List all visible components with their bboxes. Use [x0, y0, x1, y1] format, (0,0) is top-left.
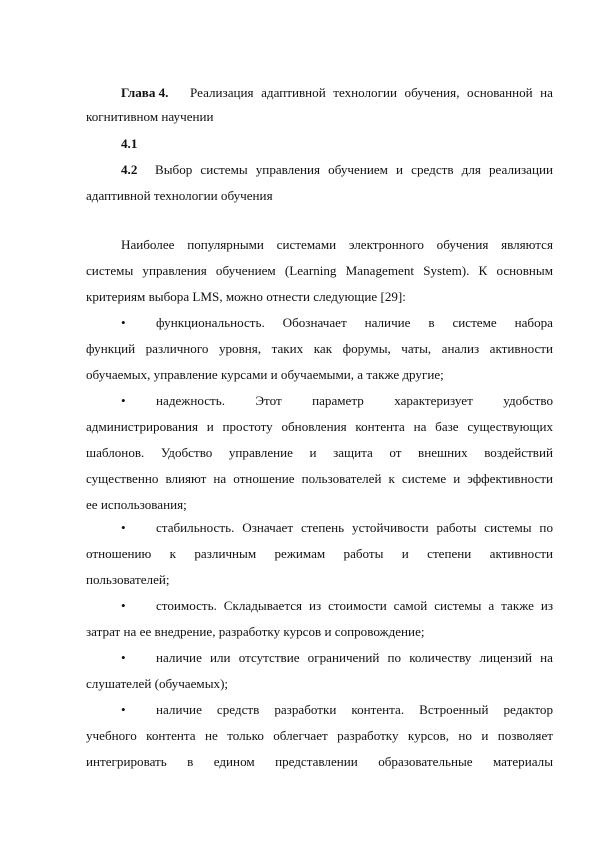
bullet-3-line-3: пользователей;: [86, 572, 170, 587]
section-4-2-title-line-2: адаптивной технологии обучения: [86, 188, 273, 203]
chapter-number: Глава 4.: [121, 85, 169, 100]
bullet-2-line-5: ее использования;: [86, 497, 187, 512]
bullet-2-line-2: администрирования и простоту обновления контента на базе существующих: [86, 419, 553, 434]
bullet-marker: •: [121, 520, 126, 535]
bullet-marker: •: [121, 393, 126, 408]
section-4-2-number: 4.2: [121, 162, 138, 177]
bullet-3-line-1: стабильность. Означает степень устойчивости работы системы по: [156, 520, 553, 535]
bullet-5-line-1: наличие или отсутствие ограничений по количеству лицензий на: [156, 650, 553, 665]
bullet-2-line-1: надежность. Этот параметр характеризует удобство: [156, 393, 553, 408]
bullet-marker: •: [121, 650, 126, 665]
intro-line-1: Наиболее популярными системами электронного обучения являются: [121, 237, 553, 252]
bullet-1-line-3: обучаемых, управление курсами и обучаемыми, а также другие;: [86, 367, 444, 382]
bullet-3-line-2: отношению к различным режимам работы и степени активности: [86, 546, 553, 561]
chapter-title-line-2: когнитивном научении: [86, 109, 214, 124]
intro-line-2: системы управления обучением (Learning Management System). К основным: [86, 263, 553, 278]
bullet-6-line-1: наличие средств разработки контента. Встроенный редактор: [156, 702, 553, 717]
chapter-title-line-1: Реализация адаптивной технологии обучения, основанной на: [190, 85, 553, 100]
bullet-6-line-3: интегрировать в едином представлении образовательные материалы: [86, 754, 553, 769]
bullet-6-line-2: учебного контента не только облегчает разработку курсов, но и позволяет: [86, 728, 553, 743]
bullet-1-line-2: функций различного уровня, таких как форумы, чаты, анализ активности: [86, 341, 553, 356]
intro-line-3: критериям выбора LMS, можно отнести следующие [29]:: [86, 289, 406, 304]
bullet-2-line-4: существенно влияют на отношение пользователей к системе и эффективности: [86, 471, 553, 486]
bullet-4-line-2: затрат на ее внедрение, разработку курсов и сопровождение;: [86, 624, 425, 639]
bullet-marker: •: [121, 702, 126, 717]
bullet-5-line-2: слушателей (обучаемых);: [86, 676, 229, 691]
bullet-marker: •: [121, 315, 126, 330]
bullet-4-line-1: стоимость. Складывается из стоимости самой системы а также из: [156, 598, 553, 613]
section-4-2-title-line-1: Выбор системы управления обучением и средств для реализации: [155, 162, 553, 177]
bullet-1-line-1: функциональность. Обозначает наличие в системе набора: [156, 315, 553, 330]
bullet-2-line-3: шаблонов. Удобство управление и защита от внешних воздействий: [86, 445, 553, 460]
section-4-1-number: 4.1: [121, 136, 138, 151]
bullet-marker: •: [121, 598, 126, 613]
